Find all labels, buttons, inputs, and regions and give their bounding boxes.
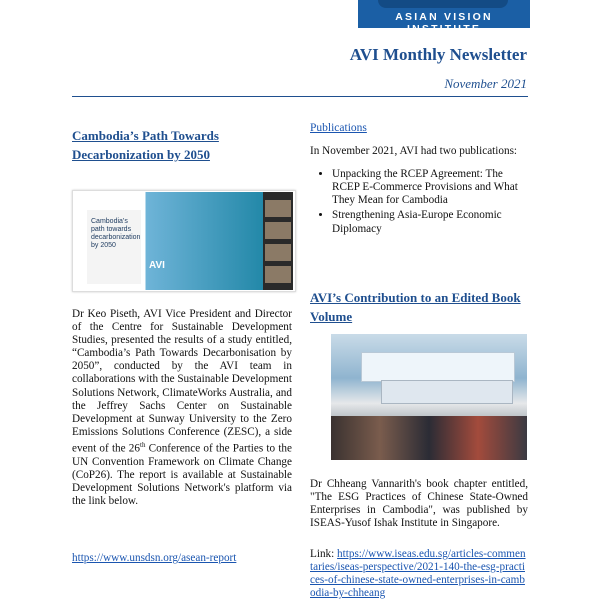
participant-thumbnail [265, 222, 291, 239]
participant-thumbnail [265, 244, 291, 261]
participant-thumbnail [265, 200, 291, 217]
cover-title: Cambodia’s path towards decarbonization by 2050 [91, 218, 141, 249]
event-photo [331, 334, 527, 460]
unsdsn-report-link[interactable]: https://www.unsdsn.org/asean-report [72, 552, 237, 564]
photo-banner [361, 352, 515, 382]
ordinal-suffix: th [140, 440, 146, 449]
header-divider [72, 96, 528, 97]
newsletter-title: AVI Monthly Newsletter [349, 45, 527, 64]
publications-intro: In November 2021, AVI had two publications: [310, 145, 518, 158]
photo-crowd [331, 416, 527, 460]
logo-text: ASIAN VISION INSTITUTE [395, 11, 493, 35]
logo-mark [378, 0, 508, 8]
report-cover [79, 192, 269, 290]
report-cover-image [72, 190, 296, 292]
body-text-part2: Conference of the Parties to the UN Convention Framework on Climate Change (CoP26). The report is available at Sustainable Development Solutions Network's platform via the link below. [72, 442, 292, 508]
right-column [310, 122, 528, 600]
newsletter-date: November 2021 [444, 76, 527, 91]
participant-thumbnail [265, 266, 291, 283]
article-heading-decarbonization[interactable]: Cambodia’s Path Towards Decarbonization by 2050 [72, 128, 219, 162]
publications-link[interactable]: Publications [310, 122, 367, 134]
body-text-part1: Dr Keo Piseth, AVI Vice President and Director of the Centre for Sustainable Development Studies, presented the results of a study entitled, “Cambodia’s Path Towards Decarbonisation by 2050”, conducted by the AVI team in collaborations with the Sustainable Development Solutions Network, ClimateWorks Australia, and the Jeffrey Sachs Center on Sustainable Development at Sunway University to the Zero Emissions Solutions Conference (ZESC), a side event of the 26 [72, 308, 292, 455]
photo-banner-lower [381, 380, 513, 404]
publication-item: • Unpacking the RCEP Agreement: The RCEP E-Commerce Provisions and What They Mean for Cambodia [332, 168, 528, 207]
video-participants-panel [263, 192, 293, 290]
article-body-decarbonization [72, 308, 292, 508]
link-label: Link: [310, 548, 338, 560]
publication-item: • Strengthening Asia-Europe Economic Diplomacy [332, 209, 528, 235]
article-heading-book-volume[interactable]: AVI’s Contribution to an Edited Book Volume [310, 290, 521, 324]
avi-logo [358, 0, 530, 35]
publications-list [310, 168, 528, 235]
cover-logo: AVI [149, 260, 165, 271]
iseas-article-link[interactable]: https://www.iseas.edu.sg/articles-commentaries/iseas-perspective/2021-140-the-esg-practices-of-chinese-state-owned-enterprises-in-cambodia-by-chheang [310, 548, 526, 600]
iseas-link-block [310, 548, 528, 600]
article-body-book-volume: Dr Chheang Vannarith's book chapter entitled, "The ESG Practices of Chinese State-Owned Enterprises in Cambodia", was published by ISEAS-Yusof Ishak Institute in Singapore. [310, 478, 528, 530]
left-column [72, 126, 292, 564]
